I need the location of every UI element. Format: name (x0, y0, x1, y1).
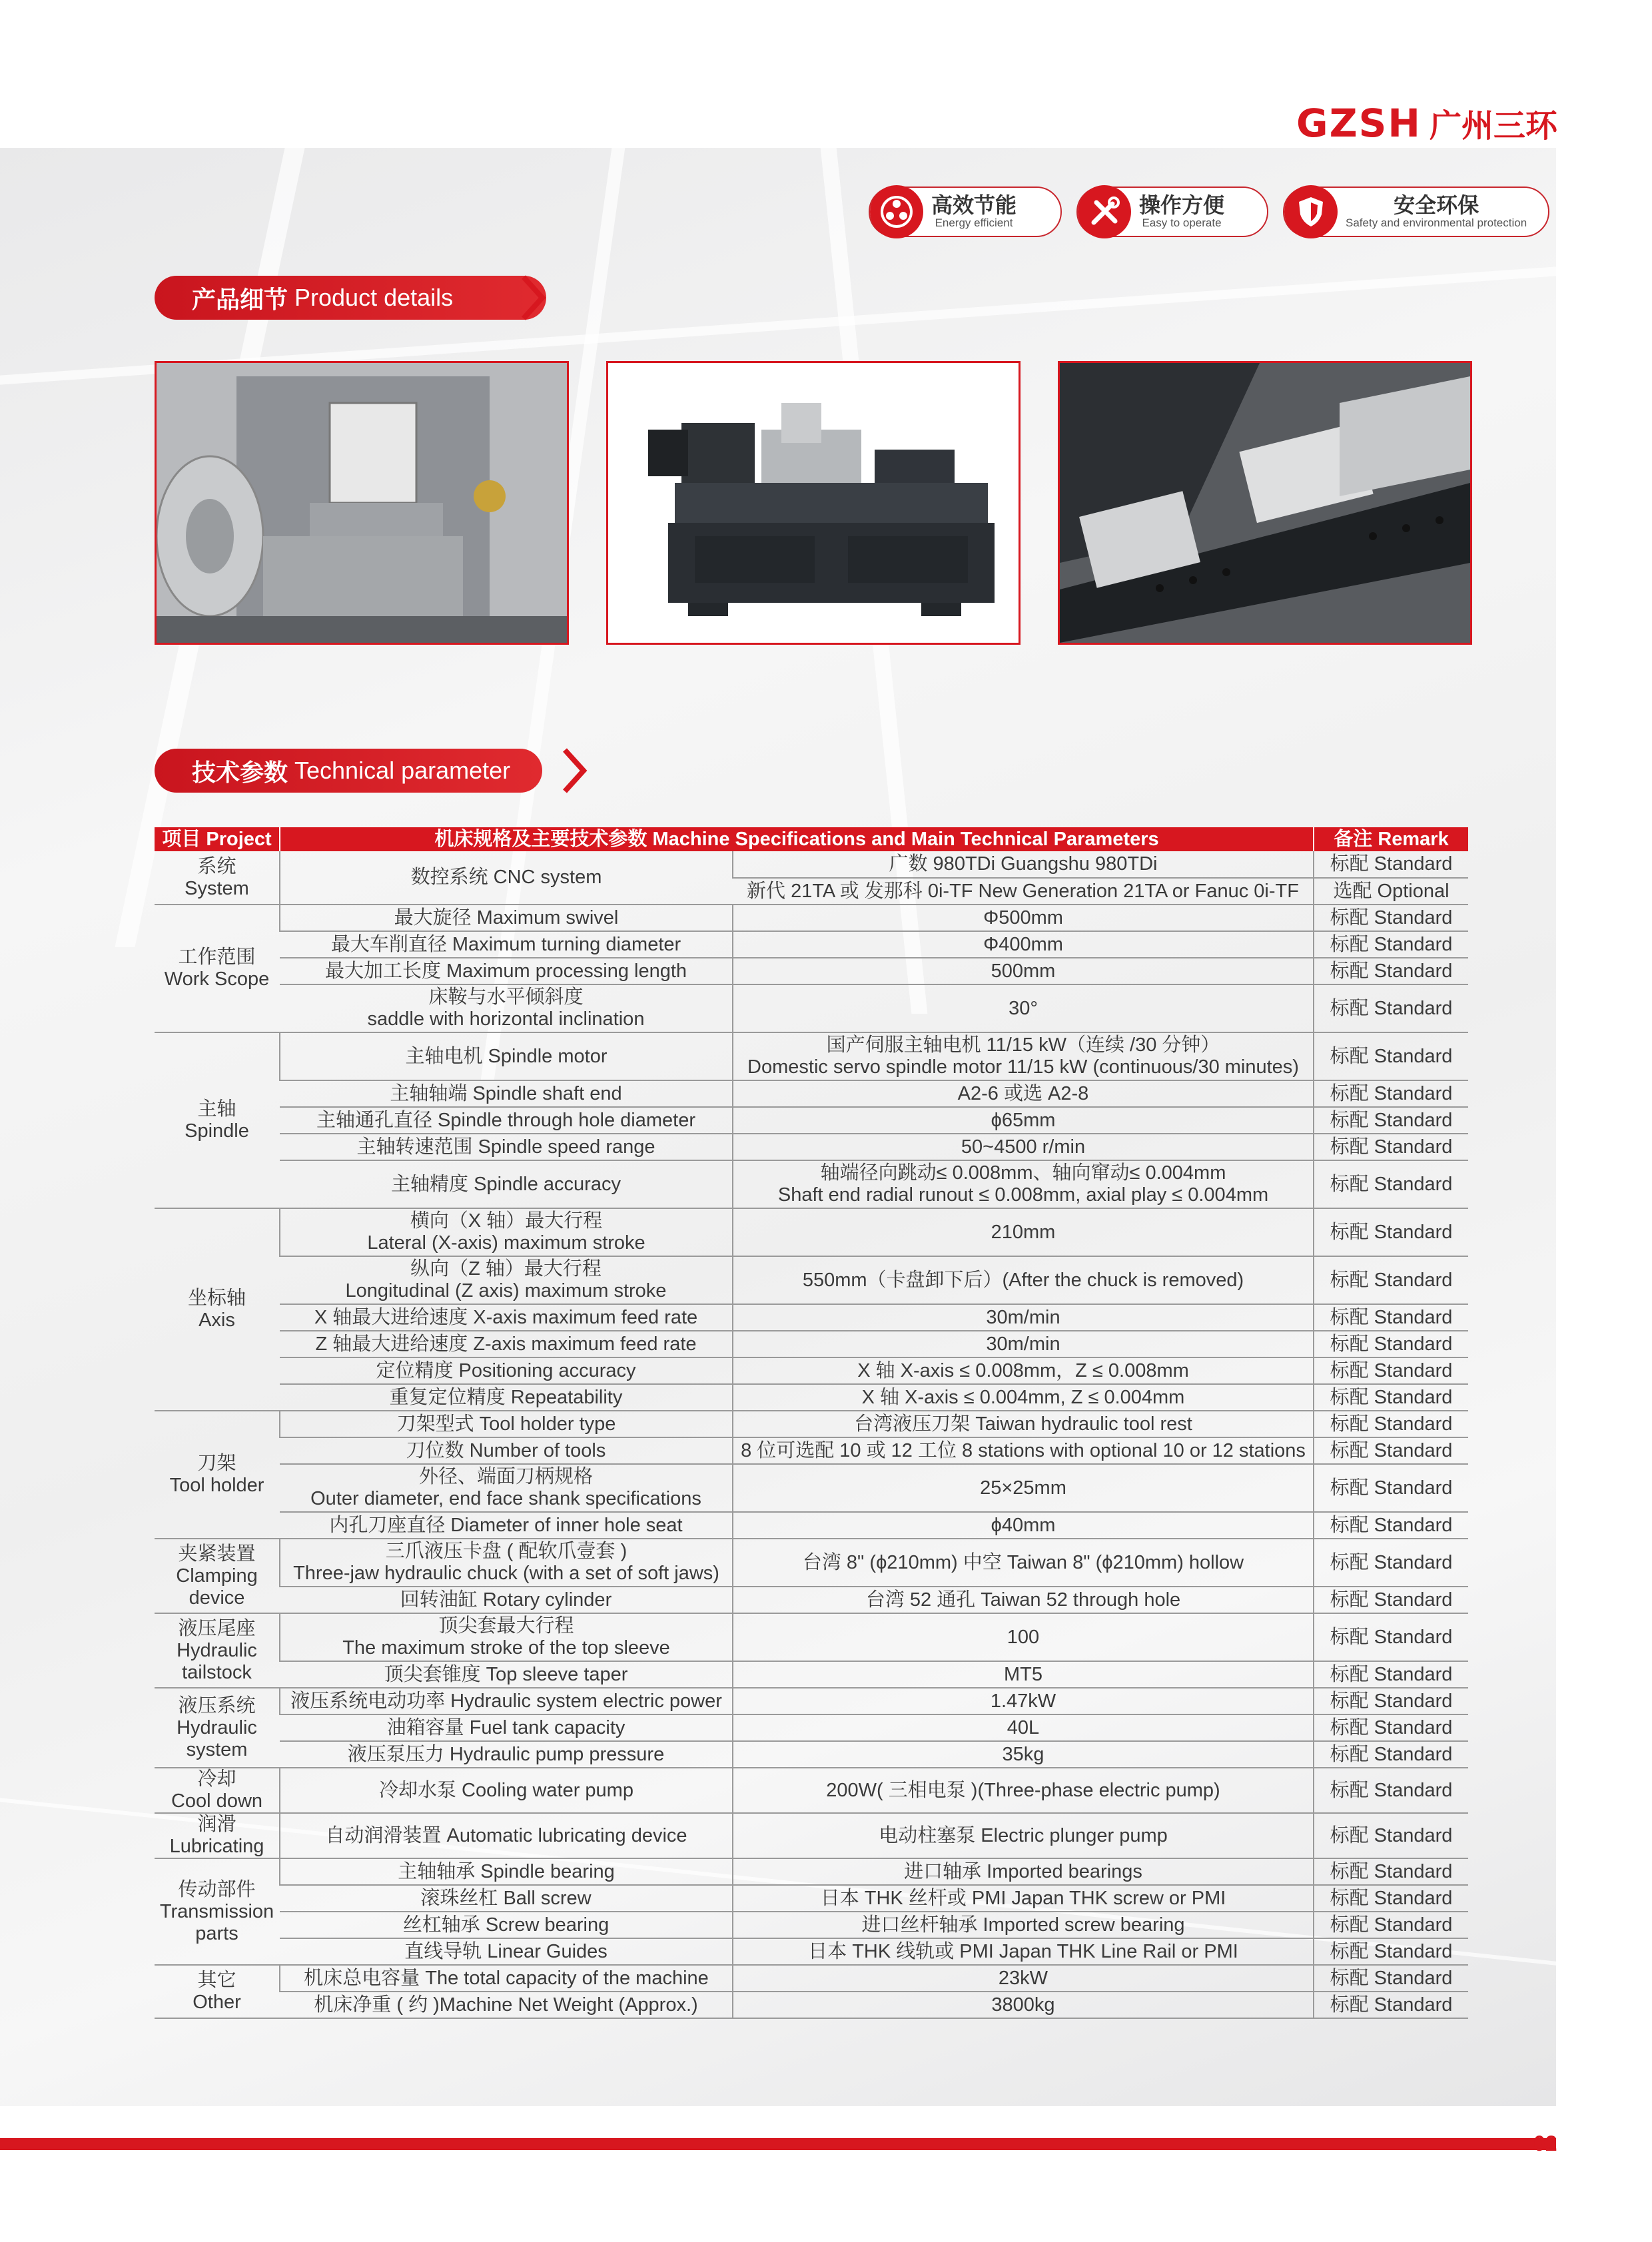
value-text: 进口轴承 Imported bearings (904, 1860, 1142, 1882)
table-row (155, 931, 1468, 958)
remark-cell: 标配 Standard (1314, 1539, 1468, 1587)
project-en: Hydraulic tailstock (177, 1639, 257, 1683)
value-text: 30° (1009, 997, 1038, 1019)
item-text: 主轴轴端 Spindle shaft end (390, 1082, 622, 1104)
section-title-cn: 技术参数 (192, 758, 288, 786)
project-cn: 主轴 (197, 1098, 236, 1120)
remark-cell: 标配 Standard (1314, 1411, 1468, 1437)
value-text-en: Domestic servo spindle motor 11/15 kW (continuous/30 minutes) (747, 1056, 1299, 1078)
remark-cell: 标配 Standard (1314, 1512, 1468, 1539)
remark-cell: 标配 Standard (1314, 1032, 1468, 1080)
item-cell (280, 1331, 733, 1357)
project-en: Spindle (185, 1120, 249, 1142)
remark-cell: 标配 Standard (1314, 1464, 1468, 1512)
value-cell (733, 1714, 1314, 1741)
remark-cell: 标配 Standard (1314, 958, 1468, 984)
chevron-right-icon (561, 747, 588, 794)
item-text: 液压泵压力 Hydraulic pump pressure (347, 1743, 665, 1765)
item-text: 最大加工长度 Maximum processing length (324, 960, 687, 982)
project-en: Axis (199, 1309, 235, 1331)
item-text-en: Lateral (X-axis) maximum stroke (367, 1232, 645, 1254)
value-cell (733, 958, 1314, 984)
project-cell (155, 851, 280, 905)
value-cell (733, 1885, 1314, 1912)
badge-energy (869, 187, 1062, 237)
value-text: X 轴 X-axis ≤ 0.008mm，Z ≤ 0.008mm (857, 1359, 1189, 1381)
item-cell (280, 1208, 733, 1256)
item-text: 直线导轨 Linear Guides (404, 1940, 608, 1962)
header-project: 项目 Project (155, 827, 280, 851)
value-cell (733, 1032, 1314, 1080)
project-cn: 系统 (197, 855, 236, 877)
spec-table-body (155, 851, 1468, 2018)
table-row (155, 1331, 1468, 1357)
remark-cell: 标配 Standard (1314, 1208, 1468, 1256)
value-text: 广数 980TDi Guangshu 980TDi (889, 853, 1158, 875)
item-cell (280, 1357, 733, 1384)
value-cell (733, 1965, 1314, 1992)
project-cn: 坐标轴 (187, 1288, 246, 1309)
badge-operate (1076, 187, 1268, 237)
item-text: 三爪液压卡盘 ( 配软爪壹套 ) (385, 1541, 627, 1562)
value-text-en: Shaft end radial runout ≤ 0.008mm, axial play ≤ 0.004mm (777, 1184, 1269, 1206)
table-row (155, 1256, 1468, 1304)
remark-cell: 标配 Standard (1314, 1938, 1468, 1965)
item-cell (280, 1107, 733, 1134)
project-en: Clamping device (176, 1565, 258, 1609)
remark-cell: 标配 Standard (1314, 1912, 1468, 1938)
item-cell (280, 1384, 733, 1411)
item-cell (280, 1032, 733, 1080)
remark-cell: 标配 Standard (1314, 1714, 1468, 1741)
badge-energy-en: Energy efficient (935, 216, 1013, 229)
project-cell (155, 1813, 280, 1858)
value-cell (733, 1437, 1314, 1464)
project-cn: 夹紧装置 (178, 1543, 256, 1565)
table-row (155, 1813, 1468, 1858)
value-text: 8 位可选配 10 或 12 工位 8 stations with optional 10 or 12 stations (741, 1439, 1306, 1461)
value-text: 500mm (991, 960, 1056, 982)
value-cell (733, 1160, 1314, 1208)
value-text: 日本 THK 丝杆或 PMI Japan THK screw or PMI (820, 1887, 1226, 1909)
remark-cell: 标配 Standard (1314, 1080, 1468, 1107)
project-cn: 工作范围 (178, 946, 256, 968)
value-cell (733, 1134, 1314, 1160)
project-cell (155, 1208, 280, 1411)
project-en: System (185, 877, 249, 899)
logo-cn: 广州三环 (1429, 109, 1557, 144)
value-cell (733, 878, 1314, 905)
item-cell (280, 1256, 733, 1304)
value-text: 进口丝杆轴承 Imported screw bearing (861, 1914, 1185, 1936)
remark-cell: 标配 Standard (1314, 1357, 1468, 1384)
item-text: 刀架型式 Tool holder type (396, 1413, 616, 1435)
item-text: 油箱容量 Fuel tank capacity (386, 1716, 625, 1738)
photo-machine-exterior (606, 361, 1021, 645)
value-cell (733, 851, 1314, 878)
table-row (155, 851, 1468, 878)
item-text: 机床净重 ( 约 )Machine Net Weight (Approx.) (314, 1994, 698, 2016)
table-row (155, 1464, 1468, 1512)
value-text: 台湾液压刀架 Taiwan hydraulic tool rest (854, 1413, 1192, 1435)
item-cell (280, 1768, 733, 1813)
table-row (155, 1160, 1468, 1208)
value-text: 台湾 52 通孔 Taiwan 52 through hole (865, 1589, 1181, 1611)
value-cell (733, 1813, 1314, 1858)
item-text: 回转油缸 Rotary cylinder (400, 1589, 612, 1611)
table-row (155, 1208, 1468, 1256)
remark-cell: 标配 Standard (1314, 984, 1468, 1032)
item-cell (280, 931, 733, 958)
remark-cell: 标配 Standard (1314, 1613, 1468, 1661)
value-cell (733, 1512, 1314, 1539)
project-en: Hydraulic system (177, 1716, 257, 1760)
value-cell (733, 984, 1314, 1032)
value-text: ϕ65mm (991, 1109, 1056, 1131)
item-text: 液压系统电动功率 Hydraulic system electric power (290, 1690, 722, 1712)
table-row (155, 1661, 1468, 1688)
project-cn: 刀架 (197, 1453, 236, 1474)
value-cell (733, 1357, 1314, 1384)
item-text: 主轴精度 Spindle accuracy (391, 1173, 621, 1195)
value-cell (733, 931, 1314, 958)
project-cell (155, 1858, 280, 1965)
table-row (155, 1080, 1468, 1107)
project-cell (155, 1688, 280, 1768)
item-cell (280, 1885, 733, 1912)
item-text: 顶尖套锥度 Top sleeve taper (384, 1663, 628, 1685)
item-cell (280, 1080, 733, 1107)
remark-cell: 标配 Standard (1314, 851, 1468, 878)
remark-cell: 标配 Standard (1314, 1160, 1468, 1208)
item-text: 丝杠轴承 Screw bearing (402, 1914, 610, 1936)
badge-energy-cn: 高效节能 (931, 193, 1017, 217)
item-text-en: The maximum stroke of the top sleeve (342, 1637, 670, 1659)
value-text: 30m/min (986, 1333, 1060, 1355)
item-text: 自动润滑装置 Automatic lubricating device (325, 1824, 687, 1846)
header-spec: 机床规格及主要技术参数 Machine Specifications and Main Technical Parameters (280, 827, 1314, 851)
item-cell (280, 1714, 733, 1741)
section-title-technical-parameter (155, 749, 542, 793)
project-cn: 润滑 (197, 1814, 236, 1835)
item-text-en: saddle with horizontal inclination (367, 1008, 645, 1030)
item-cell (280, 851, 733, 905)
remark-cell: 标配 Standard (1314, 905, 1468, 931)
tools-icon (1078, 185, 1131, 238)
table-row (155, 905, 1468, 931)
value-cell (733, 1938, 1314, 1965)
item-cell (280, 1965, 733, 1992)
remark-cell: 标配 Standard (1314, 1885, 1468, 1912)
value-text: 50~4500 r/min (961, 1136, 1086, 1158)
badge-safety (1283, 187, 1549, 237)
value-text: A2-6 或选 A2-8 (957, 1082, 1089, 1104)
value-text: 1.47kW (990, 1690, 1056, 1712)
project-cell (155, 1768, 280, 1813)
section-title-en: Technical parameter (294, 757, 511, 784)
item-cell (280, 1992, 733, 2018)
project-cell (155, 1411, 280, 1539)
item-cell (280, 1587, 733, 1613)
item-cell (280, 1539, 733, 1587)
footer-bar (0, 2138, 1556, 2150)
value-text: 23kW (998, 1967, 1048, 1989)
item-cell (280, 1411, 733, 1437)
item-text: 滚珠丝杠 Ball screw (420, 1887, 592, 1909)
value-text: 电动柱塞泵 Electric plunger pump (879, 1824, 1168, 1846)
item-text: 主轴通孔直径 Spindle through hole diameter (316, 1109, 695, 1131)
remark-cell: 标配 Standard (1314, 1437, 1468, 1464)
project-cell (155, 1032, 280, 1208)
value-cell (733, 1741, 1314, 1768)
value-text: 30m/min (986, 1306, 1060, 1328)
table-row (155, 958, 1468, 984)
remark-cell: 标配 Standard (1314, 1587, 1468, 1613)
project-cn: 液压尾座 (178, 1617, 256, 1639)
item-text: 最大旋径 Maximum swivel (394, 907, 619, 929)
value-cell (733, 1411, 1314, 1437)
value-text: Φ400mm (983, 933, 1063, 955)
item-cell (280, 1160, 733, 1208)
remark-cell: 标配 Standard (1314, 1107, 1468, 1134)
value-cell (733, 1208, 1314, 1256)
item-text: 数控系统 CNC system (410, 867, 602, 888)
table-row (155, 1437, 1468, 1464)
project-en: Other (193, 1992, 241, 2013)
value-text: 40L (1007, 1716, 1040, 1738)
item-text: Z 轴最大进给速度 Z-axis maximum feed rate (315, 1333, 697, 1355)
header-remark: 备注 Remark (1314, 827, 1468, 851)
value-cell (733, 1107, 1314, 1134)
remark-cell: 标配 Standard (1314, 1768, 1468, 1813)
project-cn: 其它 (197, 1970, 236, 1991)
remark-cell: 选配 Optional (1314, 878, 1468, 905)
value-text: 35kg (1002, 1743, 1044, 1765)
item-text-en: Outer diameter, end face shank specifications (310, 1488, 701, 1509)
item-text: 外径、端面刀柄规格 (418, 1466, 593, 1487)
remark-cell: 标配 Standard (1314, 1661, 1468, 1688)
value-cell (733, 1080, 1314, 1107)
project-cell (155, 1539, 280, 1613)
section-title-cn: 产品细节 (192, 285, 288, 313)
item-cell (280, 1741, 733, 1768)
item-cell (280, 984, 733, 1032)
value-text: 新代 21TA 或 发那科 0i-TF New Generation 21TA or Fanuc 0i-TF (747, 880, 1299, 902)
table-row (155, 1411, 1468, 1437)
table-row (155, 1912, 1468, 1938)
section-title-en: Product details (294, 284, 454, 311)
shield-icon (1284, 185, 1338, 238)
item-text: 最大车削直径 Maximum turning diameter (330, 933, 681, 955)
item-cell (280, 1304, 733, 1331)
photo-lathe-interior (155, 361, 569, 645)
remark-cell: 标配 Standard (1314, 1331, 1468, 1357)
value-text: Φ500mm (983, 907, 1063, 929)
item-cell (280, 1688, 733, 1714)
item-text: 纵向（Z 轴）最大行程 (410, 1258, 602, 1280)
table-row (155, 1539, 1468, 1587)
brand-logo (1296, 100, 1557, 146)
value-text: 日本 THK 线轨或 PMI Japan THK Line Rail or PMI (808, 1940, 1238, 1962)
value-cell (733, 1256, 1314, 1304)
table-row (155, 1613, 1468, 1661)
project-cell (155, 1965, 280, 2018)
item-cell (280, 1813, 733, 1858)
table-row (155, 1587, 1468, 1613)
remark-cell: 标配 Standard (1314, 1741, 1468, 1768)
value-text: MT5 (1004, 1663, 1042, 1685)
remark-cell: 标配 Standard (1314, 1384, 1468, 1411)
item-text-en: Three-jaw hydraulic chuck (with a set of soft jaws) (293, 1563, 719, 1584)
item-cell (280, 958, 733, 984)
project-en: Tool holder (169, 1475, 264, 1496)
project-en: Cool down (171, 1790, 263, 1812)
project-cell (155, 1613, 280, 1688)
table-row (155, 1134, 1468, 1160)
item-cell (280, 1512, 733, 1539)
value-cell (733, 905, 1314, 931)
remark-cell: 标配 Standard (1314, 1858, 1468, 1885)
logo-en: GZSH (1296, 100, 1422, 146)
value-cell (733, 1613, 1314, 1661)
value-text: 200W( 三相电泵 )(Three-phase electric pump) (826, 1779, 1220, 1801)
item-text: 机床总电容量 The total capacity of the machine (304, 1967, 709, 1989)
value-text: 轴端径向跳动≤ 0.008mm、轴向窜动≤ 0.004mm (820, 1162, 1226, 1184)
project-cn: 冷却 (197, 1768, 236, 1790)
value-text: ϕ40mm (991, 1514, 1056, 1536)
value-text: 台湾 8" (ϕ210mm) 中空 Taiwan 8" (ϕ210mm) hollow (802, 1551, 1244, 1573)
value-text: 550mm（卡盘卸下后）(After the chuck is removed) (802, 1269, 1244, 1291)
table-row (155, 1741, 1468, 1768)
project-en: Work Scope (164, 968, 270, 990)
badge-safety-cn: 安全环保 (1394, 193, 1479, 217)
value-cell (733, 1587, 1314, 1613)
table-row (155, 1992, 1468, 2018)
item-text: 重复定位精度 Repeatability (389, 1386, 623, 1408)
table-row (155, 1032, 1468, 1080)
page-number: 02 (1533, 2131, 1557, 2155)
section-title-product-details (155, 276, 546, 320)
table-row (155, 1304, 1468, 1331)
item-text-en: Longitudinal (Z axis) maximum stroke (345, 1280, 667, 1302)
feature-badges (869, 187, 1549, 237)
remark-cell: 标配 Standard (1314, 1992, 1468, 2018)
project-cell (155, 905, 280, 1032)
table-row (155, 1965, 1468, 1992)
item-cell (280, 1858, 733, 1885)
project-en: Lubricating (169, 1836, 264, 1857)
table-row (155, 1858, 1468, 1885)
remark-cell: 标配 Standard (1314, 1256, 1468, 1304)
value-text: 210mm (991, 1221, 1056, 1243)
value-text: X 轴 X-axis ≤ 0.004mm, Z ≤ 0.004mm (861, 1386, 1185, 1408)
item-text: X 轴最大进给速度 X-axis maximum feed rate (314, 1306, 698, 1328)
badge-operate-cn: 操作方便 (1139, 193, 1225, 217)
spec-table (155, 827, 1468, 2019)
item-cell (280, 1661, 733, 1688)
table-row (155, 1938, 1468, 1965)
value-cell (733, 1539, 1314, 1587)
item-cell (280, 1938, 733, 1965)
item-text: 主轴电机 Spindle motor (405, 1045, 608, 1067)
table-row (155, 1885, 1468, 1912)
value-cell (733, 1688, 1314, 1714)
value-text: 国产伺服主轴电机 11/15 kW（连续 /30 分钟） (826, 1034, 1220, 1056)
value-text: 25×25mm (980, 1477, 1066, 1499)
table-row (155, 1688, 1468, 1714)
badge-safety-en: Safety and environmental protection (1346, 216, 1527, 229)
project-cn: 液压系统 (178, 1694, 256, 1716)
value-cell (733, 1912, 1314, 1938)
value-text: 100 (1007, 1626, 1040, 1648)
table-row (155, 1512, 1468, 1539)
gear-cluster-icon (870, 185, 923, 238)
item-text: 冷却水泵 Cooling water pump (379, 1779, 633, 1801)
item-text: 床鞍与水平倾斜度 (428, 986, 584, 1008)
item-text: 顶尖套最大行程 (438, 1615, 574, 1637)
remark-cell: 标配 Standard (1314, 1304, 1468, 1331)
item-text: 定位精度 Positioning accuracy (376, 1359, 636, 1381)
photo-linear-guide (1058, 361, 1472, 645)
value-text: 3800kg (991, 1994, 1055, 2016)
table-row (155, 984, 1468, 1032)
remark-cell: 标配 Standard (1314, 1688, 1468, 1714)
item-text: 内孔刀座直径 Diameter of inner hole seat (329, 1514, 683, 1536)
item-cell (280, 1912, 733, 1938)
item-cell (280, 905, 733, 931)
project-cn: 传动部件 (178, 1878, 256, 1900)
item-text: 横向（X 轴）最大行程 (410, 1210, 603, 1232)
item-cell (280, 1134, 733, 1160)
table-row (155, 1714, 1468, 1741)
remark-cell: 标配 Standard (1314, 1965, 1468, 1992)
item-text: 主轴轴承 Spindle bearing (398, 1860, 615, 1882)
value-cell (733, 1384, 1314, 1411)
value-cell (733, 1331, 1314, 1357)
value-cell (733, 1858, 1314, 1885)
item-text: 主轴转速范围 Spindle speed range (356, 1136, 655, 1158)
item-cell (280, 1613, 733, 1661)
table-row (155, 1107, 1468, 1134)
value-cell (733, 1768, 1314, 1813)
project-en: Transmission parts (159, 1900, 274, 1944)
table-header-row (155, 827, 1468, 851)
value-cell (733, 1992, 1314, 2018)
table-row (155, 1768, 1468, 1813)
value-cell (733, 1661, 1314, 1688)
table-row (155, 1384, 1468, 1411)
item-text: 刀位数 Number of tools (406, 1439, 606, 1461)
item-cell (280, 1437, 733, 1464)
remark-cell: 标配 Standard (1314, 931, 1468, 958)
remark-cell: 标配 Standard (1314, 1813, 1468, 1858)
chevron-right-icon (520, 274, 546, 321)
table-row (155, 1357, 1468, 1384)
badge-operate-en: Easy to operate (1142, 216, 1222, 229)
remark-cell: 标配 Standard (1314, 1134, 1468, 1160)
item-cell (280, 1464, 733, 1512)
value-cell (733, 1304, 1314, 1331)
value-cell (733, 1464, 1314, 1512)
